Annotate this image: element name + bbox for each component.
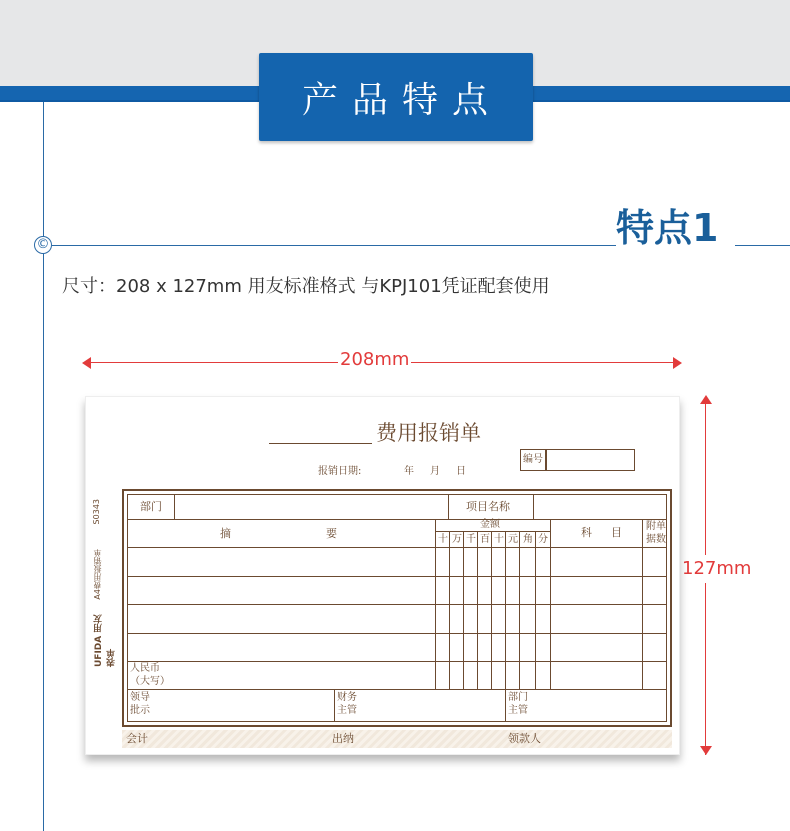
- grid-line: [505, 689, 506, 722]
- cell-dept-head-2: 主管: [508, 705, 528, 716]
- cell-summary-1: 摘: [220, 527, 231, 540]
- grid-line: [463, 531, 464, 689]
- cell-digit: 十: [494, 534, 504, 545]
- cell-leader-1: 领导: [130, 692, 150, 703]
- cell-digit: 百: [480, 534, 490, 545]
- cell-summary-2: 要: [326, 527, 337, 540]
- cell-digit: 分: [538, 534, 548, 545]
- grid-line: [128, 633, 666, 634]
- cell-digit: 角: [523, 534, 533, 545]
- voucher-number-box: [546, 449, 635, 471]
- grid-line: [448, 495, 449, 519]
- grid-line: [435, 519, 436, 689]
- grid-line: [128, 576, 666, 577]
- footer-accountant: 会计: [126, 732, 148, 745]
- cell-finance-1: 财务: [337, 692, 357, 703]
- grid-line: [334, 689, 335, 722]
- voucher-number-label: 编号: [520, 449, 546, 471]
- grid-line: [491, 531, 492, 689]
- voucher-footer: [122, 730, 672, 748]
- grid-line: [174, 495, 175, 519]
- grid-line: [550, 519, 551, 689]
- grid-line: [128, 689, 666, 690]
- voucher-grid-inner: [127, 494, 667, 722]
- grid-line: [128, 661, 666, 662]
- grid-line: [519, 531, 520, 689]
- grid-line: [505, 531, 506, 689]
- cell-digit: 十: [438, 534, 448, 545]
- feature-rule-left: [52, 245, 616, 246]
- cell-attach-1: 附单: [646, 521, 666, 532]
- feature-description: 尺寸：208 x 127mm 用友标准格式 与KPJ101凭证配套使用: [62, 276, 550, 297]
- cell-dept-head-1: 部门: [508, 692, 528, 703]
- feature-rule-right: [735, 245, 790, 246]
- voucher-title: 费用报销单: [376, 421, 481, 445]
- cell-leader-2: 批示: [130, 705, 150, 716]
- voucher-brand: UFIDA 用友表单: [94, 614, 117, 667]
- voucher-code: S0343: [92, 499, 101, 525]
- cell-amount: 金额: [480, 519, 500, 530]
- section-title: 产品特点: [259, 53, 533, 141]
- voucher-grid: [122, 489, 672, 727]
- voucher-side-text: [92, 497, 117, 667]
- footer-cashier: 出纳: [332, 732, 354, 745]
- grid-line: [533, 495, 534, 519]
- arrow-up-icon: [700, 395, 712, 404]
- cell-digit: 元: [508, 534, 518, 545]
- cell-department: 部门: [140, 500, 162, 513]
- cell-project-name: 项目名称: [466, 500, 510, 513]
- grid-line: [642, 519, 643, 689]
- voucher-year: 年: [404, 466, 414, 477]
- feature-heading: 特点1: [616, 206, 719, 250]
- voucher-date-label: 报销日期:: [318, 466, 362, 477]
- grid-line: [477, 531, 478, 689]
- cell-digit: 万: [452, 534, 462, 545]
- width-label: 208mm: [340, 349, 410, 370]
- grid-line: [128, 604, 666, 605]
- grid-line: [128, 519, 666, 520]
- arrow-left-icon: [82, 357, 91, 369]
- grid-line: [449, 531, 450, 689]
- grid-line: [128, 547, 666, 548]
- cell-subject-2: 目: [611, 526, 622, 539]
- timeline-line: [43, 102, 44, 831]
- cell-subject-1: 科: [581, 526, 592, 539]
- copyright-icon: ©: [34, 236, 52, 254]
- voucher-day: 日: [456, 466, 466, 477]
- voucher-title-underline: [269, 443, 372, 444]
- cell-finance-2: 主管: [337, 705, 357, 716]
- arrow-down-icon: [700, 746, 712, 755]
- voucher-month: 月: [430, 466, 440, 477]
- arrow-right-icon: [673, 357, 682, 369]
- expense-voucher-image: [85, 396, 680, 755]
- voucher-type: A4费用报销单: [93, 549, 102, 600]
- height-label: 127mm: [682, 555, 751, 583]
- cell-digit: 千: [466, 534, 476, 545]
- cell-attach-2: 据数: [646, 534, 666, 545]
- grid-line: [535, 531, 536, 689]
- footer-payee: 领款人: [508, 732, 541, 745]
- cell-rmb-2: （大写）: [130, 676, 170, 687]
- cell-rmb-1: 人民币: [130, 663, 160, 674]
